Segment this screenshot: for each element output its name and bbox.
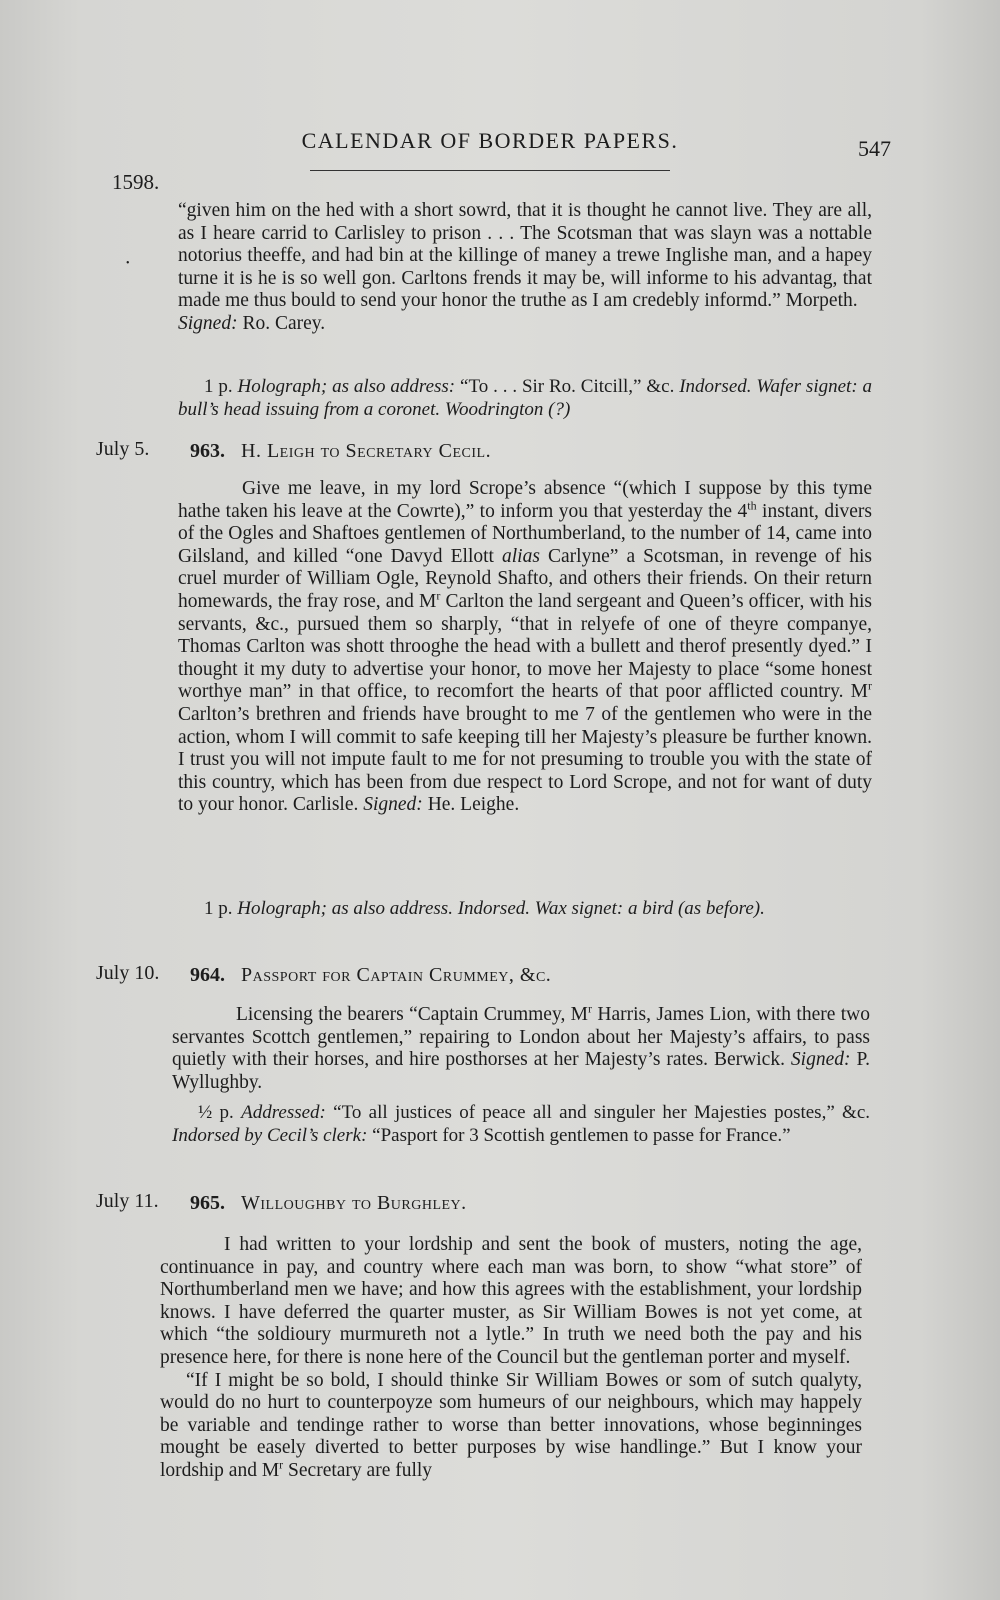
- page-number: 547: [858, 136, 891, 161]
- note-size: ½ p.: [198, 1102, 234, 1123]
- running-title: CALENDAR OF BORDER PAPERS.: [301, 128, 679, 153]
- entry-note: [172, 1102, 870, 1147]
- signed-label: Signed:: [363, 794, 423, 816]
- note-text-b: “To all justices of peace all and singuler her Majesties postes,” &c.: [333, 1102, 871, 1123]
- italic-word: alias: [502, 545, 540, 567]
- entry-title: H. Leigh to Secretary Cecil.: [241, 440, 492, 462]
- superscript: r: [588, 1001, 593, 1016]
- entry-number: 963.: [190, 440, 225, 462]
- header-rule: [310, 170, 670, 171]
- entry-body: [178, 478, 872, 817]
- signer: He. Leighe.: [427, 794, 520, 816]
- body-text: Harris, James Lion, with there two servantes Scottch gentlemen,” repairing to London about her Majesty’s affairs, to pass quietly with their horses, and hire posthorses at her Majesty’s rates. Berwick.: [172, 1004, 870, 1071]
- signer: Ro. Carey.: [242, 312, 326, 334]
- entry-number: 965.: [190, 1192, 225, 1214]
- margin-year: 1598.: [112, 170, 160, 194]
- superscript: r: [279, 1457, 284, 1472]
- note-text-a: Holograph; as also address:: [237, 376, 456, 397]
- entry-date: July 5.: [96, 438, 150, 460]
- body-text: Licensing the bearers “Captain Crummey, M: [236, 1004, 589, 1025]
- entry-date: July 10.: [96, 962, 160, 984]
- superscript: r: [436, 588, 441, 603]
- entry-number: 964.: [190, 964, 225, 986]
- note-text-c: Indorsed. Wafer signet: a bull’s head issuing from a coronet. Woodrington (?): [178, 376, 873, 420]
- continuation-body: “given him on the hed with a short sowrd, that it is thought he cannot live. They are all, as I heare carrid to Carlisley to prison . . . The Scotsman that was slayn was a nottable notorius theeffe, and had bin at the killinge of maney a trewe Inglishe man, and a hapey turne it is he is so well gon. Carltons frends it may be, will informe to his advantag, that made me thus bould to send your honor the truthe as I am credebly informd.” Morpeth.: [178, 200, 872, 312]
- superscript: r: [868, 678, 872, 693]
- signed-label: Signed:: [790, 1049, 851, 1071]
- signer: P. Wyllughby.: [172, 1049, 870, 1093]
- entry-note: [178, 898, 872, 921]
- margin-dot: •: [126, 258, 130, 269]
- note-size: 1 p.: [204, 898, 233, 919]
- body-text: Secretary are fully: [283, 1459, 433, 1481]
- body-text: instant, divers of the Ogles and Shaftoes gentlemen of Northumberland, to the number of 14, came into Gilsland, and killed “one Davyd Ellott: [178, 500, 872, 567]
- entry-title: Passport for Captain Crummey, &c.: [241, 964, 552, 986]
- entry-body: [172, 1001, 870, 1094]
- note-text-c: Indorsed by Cecil’s clerk:: [172, 1124, 368, 1146]
- entry-heading: [190, 440, 491, 463]
- entry-heading: [190, 964, 551, 987]
- superscript: th: [747, 498, 757, 513]
- note-text: Holograph; as also address. Indorsed. Wax signet: a bird (as before).: [237, 898, 765, 919]
- signed-label: Signed:: [178, 312, 238, 334]
- continuation-note: [178, 376, 872, 421]
- entry-heading: [190, 1192, 467, 1215]
- body-text: Carlton’s brethren and friends have brought to me 7 of the gentlemen who were in the action, whom I will commit to safe keeping till her Majesty’s pleasure be further known. I trust you will not impute fault to me for not presuming to trouble you with the state of this country, which has been from due respect to Lord Scrope, and not for want of duty to your honor. Carlisle.: [178, 703, 872, 816]
- note-text-a: Addressed:: [241, 1102, 326, 1123]
- entry-body: [160, 1234, 862, 1483]
- body-text: Carlton the land sergeant and Queen’s officer, with his servants, &c., pursued them so sharply, “that in relyefe of one of theyre companye, Thomas Carlton was shott throoghe the head with a bullett and therof presently dyed.” I thought it my duty to advertise your honor, to move her Majesty to place “some honest worthye man” in that office, to recomfort the hearts of that poor afflicted country. M: [178, 590, 872, 703]
- paragraph: I had written to your lordship and sent the book of musters, noting the age, continuance in pay, and country where each man was born, to show “what store” of Northumberland men we have; and how this agrees with the establishment, your lordship knows. I have deferred the quarter muster, as Sir William Bowes is not yet come, at which “the soldioury murmureth not a lytle.” In truth we need both the pay and his presence here, for there is none here of the Council but the gentleman porter and myself.: [160, 1234, 862, 1368]
- continuation-text: [178, 200, 872, 336]
- entry-title: Willoughby to Burghley.: [241, 1192, 467, 1214]
- entry-date: July 11.: [96, 1190, 159, 1212]
- note-text-d: “Pasport for 3 Scottish gentlemen to passe for France.”: [372, 1124, 791, 1146]
- body-text: “If I might be so bold, I should thinke Sir William Bowes or som of sutch qualyty, would do no hurt to counterpoyze som humeurs of our neighbours, which may happely be variable and tendinge rather to worse than better innovations, whose beginninges mought be easely diverted to better purposes by wise handlinge.” But I know your lordship and M: [160, 1369, 862, 1481]
- paragraph: [160, 1370, 862, 1483]
- body-text: Give me leave, in my lord Scrope’s absence “(which I suppose by this tyme hathe taken his leave at the Cowrte),” to inform you that yesterday the 4: [178, 478, 872, 522]
- body-text: Carlyne” a Scotsman, in revenge of his cruel murder of William Ogle, Reynold Shafto, and others their friends. On their return homewards, the fray rose, and M: [178, 545, 872, 612]
- note-size: 1 p.: [204, 376, 233, 397]
- note-text-b: “To . . . Sir Ro. Citcill,” &c.: [460, 376, 675, 397]
